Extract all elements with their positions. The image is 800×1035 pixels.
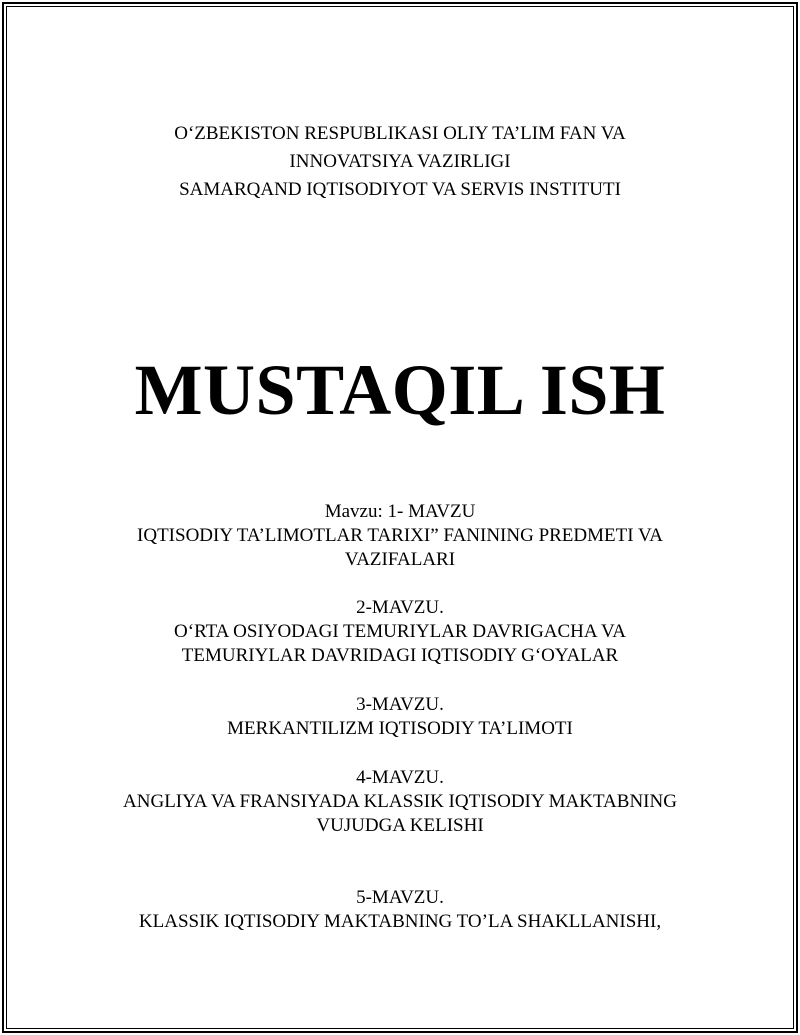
topic-4-line-2: VUJUDGA KELISHI <box>316 815 484 836</box>
topic-4-heading: 4-MAVZU. <box>356 767 444 788</box>
institute-name: SAMARQAND IQTISODIYOT VA SERVIS INSTITUTI <box>179 179 621 200</box>
ministry-name-line-1: O‘ZBEKISTON RESPUBLIKASI OLIY TA’LIM FAN VA <box>174 123 626 144</box>
topic-4-line-1: ANGLIYA VA FRANSIYADA KLASSIK IQTISODIY MAKTABNING <box>123 791 677 812</box>
topic-5-heading: 5-MAVZU. <box>356 887 444 908</box>
topic-2-line-2: TEMURIYLAR DAVRIDAGI IQTISODIY G‘OYALAR <box>181 645 619 666</box>
topic-3-line-1: MERKANTILIZM IQTISODIY TA’LIMOTI <box>227 718 573 739</box>
topic-1-line-1: IQTISODIY TA’LIMOTLAR TARIXI” FANINING PREDMETI VA <box>137 525 663 546</box>
topic-3-heading: 3-MAVZU. <box>356 694 444 715</box>
topic-1-heading: Mavzu: 1- MAVZU <box>324 501 476 522</box>
topic-1-line-2: VAZIFALARI <box>344 549 456 570</box>
topic-5-line-1: KLASSIK IQTISODIY MAKTABNING TO’LA SHAKLLANISHI, <box>138 911 662 932</box>
document-title: MUSTAQIL ISH <box>134 350 666 430</box>
ministry-name-line-2: INNOVATSIYA VAZIRLIGI <box>289 151 511 172</box>
topic-2-line-1: O‘RTA OSIYODAGI TEMURIYLAR DAVRIGACHA VA <box>174 621 626 642</box>
topic-2-heading: 2-MAVZU. <box>356 597 444 618</box>
